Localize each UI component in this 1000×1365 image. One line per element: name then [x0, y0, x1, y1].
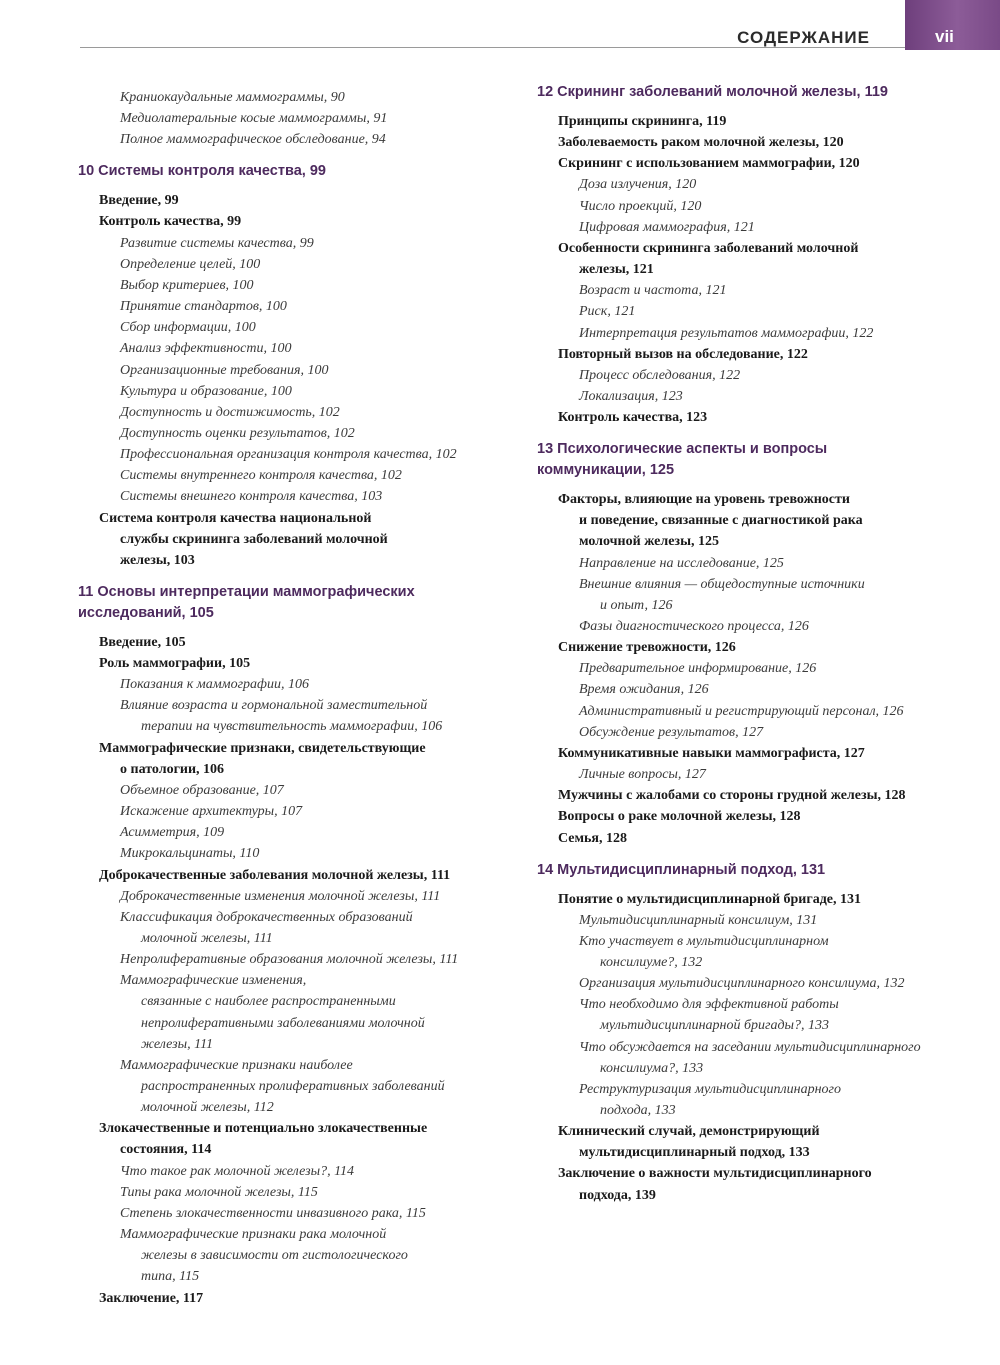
toc-subsection-entry: Маммографические признаки рака молочной [120, 1227, 387, 1243]
toc-section-entry: Принципы скрининга, 119 [558, 114, 727, 129]
toc-chapter-heading: 11 Основы интерпретации маммографических [78, 583, 415, 600]
toc-section-entry: Введение, 105 [99, 634, 186, 650]
toc-section-entry-cont: службы скрининга заболеваний молочной [120, 531, 388, 547]
toc-subsection-entry: Развитие системы качества, 99 [120, 235, 314, 251]
toc-chapter-heading: 10 Системы контроля качества, 99 [78, 163, 326, 180]
toc-subsection-entry-cont: терапии на чувствительность маммографии, 106 [141, 719, 443, 735]
toc-subsection-entry: Кто участвует в мультидисциплинарном [579, 933, 829, 949]
toc-subsection-entry: Объемное образование, 107 [120, 782, 284, 798]
toc-section-entry-cont: молочной железы, 125 [579, 534, 719, 550]
toc-subsection-entry: Что обсуждается на заседании мультидисциплинарного [579, 1039, 921, 1055]
toc-subsection-entry: Маммографические изменения, [120, 973, 307, 989]
toc-subsection-entry: Определение целей, 100 [120, 256, 261, 272]
toc-subsection-entry: Сбор информации, 100 [120, 320, 256, 336]
toc-subsection-entry-cont: связанные с наиболее распространенными [141, 994, 396, 1010]
toc-subsection-entry: Искажение архитектуры, 107 [120, 804, 303, 820]
toc-subsection-entry: Локализация, 123 [579, 388, 683, 404]
toc-subsection-entry: Профессиональная организация контроля качества, 102 [120, 447, 457, 463]
toc-subsection-entry-cont: молочной железы, 111 [141, 930, 273, 946]
toc-subsection-entry-cont: консилиума?, 133 [600, 1060, 704, 1076]
toc-section-entry: Понятие о мультидисциплинарной бригаде, 131 [558, 891, 862, 907]
toc-subsection-entry: Полное маммографическое обследование, 94 [120, 132, 386, 148]
toc-section-entry: Скрининг с использованием маммографии, 120 [558, 156, 860, 172]
toc-section-entry: Контроль качества, 99 [99, 214, 242, 230]
toc-subsection-entry: Время ожидания, 126 [579, 682, 709, 698]
toc-subsection-entry: Краниокаудальные маммограммы, 90 [120, 90, 345, 105]
toc-subsection-entry-cont: железы в зависимости от гистологического [141, 1248, 408, 1264]
toc-section-entry: Заболеваемость раком молочной железы, 120 [558, 135, 844, 151]
toc-section-entry: Вопросы о раке молочной железы, 128 [558, 809, 801, 825]
toc-section-entry: Семья, 128 [558, 830, 628, 846]
toc-subsection-entry: Микрокальцинаты, 110 [120, 846, 260, 862]
toc-section-entry-cont: состояния, 114 [120, 1142, 212, 1158]
toc-section-entry-cont: железы, 121 [579, 262, 654, 278]
toc-subsection-entry: Направление на исследование, 125 [579, 555, 784, 571]
toc-subsection-entry: Реструктуризация мультидисциплинарного [579, 1081, 841, 1097]
toc-subsection-entry: Доза излучения, 120 [579, 177, 697, 193]
toc-subsection-entry: Доступность оценки результатов, 102 [120, 425, 355, 441]
toc-section-entry-cont: о патологии, 106 [120, 761, 225, 777]
toc-subsection-entry: Системы внешнего контроля качества, 103 [120, 489, 383, 505]
toc-subsection-entry: Типы рака молочной железы, 115 [120, 1184, 318, 1200]
toc-section-entry: Роль маммографии, 105 [99, 656, 251, 671]
toc-subsection-entry-cont: консилиуме?, 132 [600, 954, 703, 970]
toc-subsection-entry: Принятие стандартов, 100 [120, 299, 287, 315]
toc-chapter-heading: 13 Психологические аспекты и вопросы [537, 441, 828, 458]
toc-subsection-entry: Непролиферативные образования молочной железы, 111 [120, 952, 459, 968]
running-header-title: СОДЕРЖАНИЕ [737, 28, 870, 47]
toc-subsection-entry-cont: распространенных пролиферативных заболеваний [141, 1079, 445, 1094]
toc-section-entry: Клинический случай, демонстрирующий [558, 1124, 820, 1140]
toc-subsection-entry: Культура и образование, 100 [120, 383, 292, 399]
toc-subsection-entry: Системы внутреннего контроля качества, 102 [120, 468, 402, 484]
toc-subsection-entry-cont: и опыт, 126 [600, 597, 673, 613]
toc-subsection-entry: Выбор критериев, 100 [120, 277, 254, 293]
toc-section-entry: Заключение, 117 [99, 1290, 204, 1306]
toc-section-entry: Мужчины с жалобами со стороны грудной железы, 128 [558, 788, 906, 804]
toc-subsection-entry: Фазы диагностического процесса, 126 [579, 619, 809, 634]
toc-chapter-heading: 14 Мультидисциплинарный подход, 131 [537, 861, 826, 878]
toc-subsection-entry: Интерпретация результатов маммографии, 122 [579, 325, 874, 341]
toc-subsection-entry: Доброкачественные изменения молочной железы, 111 [120, 888, 441, 904]
toc-section-entry: Система контроля качества национальной [99, 510, 372, 526]
toc-subsection-entry-cont: мультидисциплинарной бригады?, 133 [600, 1018, 830, 1034]
toc-section-entry: Снижение тревожности, 126 [558, 640, 736, 656]
toc-subsection-entry: Предварительное информирование, 126 [579, 661, 817, 677]
toc-subsection-entry: Цифровая маммография, 121 [579, 219, 755, 235]
toc-subsection-entry: Доступность и достижимость, 102 [120, 404, 340, 420]
toc-subsection-entry: Анализ эффективности, 100 [120, 341, 292, 357]
toc-subsection-entry: Обсуждение результатов, 127 [579, 724, 764, 740]
toc-subsection-entry: Маммографические признаки наиболее [120, 1057, 353, 1073]
toc-subsection-entry: Классификация доброкачественных образований [120, 909, 413, 925]
toc-subsection-entry-cont: подхода, 133 [600, 1103, 676, 1118]
toc-subsection-entry: Административный и регистрирующий персонал, 126 [579, 703, 904, 719]
toc-subsection-entry: Мультидисциплинарный консилиум, 131 [579, 912, 818, 928]
toc-section-entry: Доброкачественные заболевания молочной железы, 111 [99, 867, 451, 883]
toc-subsection-entry-cont: молочной железы, 112 [141, 1100, 274, 1116]
toc-section-entry: Заключение о важности мультидисциплинарного [558, 1166, 872, 1182]
toc-section-entry: Маммографические признаки, свидетельствующие [99, 740, 426, 756]
page-number-tab [905, 0, 1000, 50]
toc-section-entry: Факторы, влияющие на уровень тревожности [558, 492, 850, 508]
toc-section-entry-cont: и поведение, связанные с диагностикой рака [579, 513, 863, 529]
toc-section-entry: Контроль качества, 123 [558, 410, 708, 426]
toc-section-entry: Коммуникативные навыки маммографиста, 127 [558, 745, 865, 761]
toc-subsection-entry-cont: железы, 111 [141, 1036, 214, 1052]
toc-subsection-entry: Организационные требования, 100 [120, 362, 329, 378]
toc-subsection-entry: Число проекций, 120 [579, 198, 702, 214]
toc-section-entry-cont: железы, 103 [120, 552, 195, 568]
toc-subsection-entry: Что такое рак молочной железы?, 114 [120, 1163, 355, 1179]
toc-chapter-heading-cont: исследований, 105 [78, 604, 214, 621]
toc-subsection-entry-cont: непролиферативными заболеваниями молочной [141, 1015, 425, 1031]
page-number: vii [935, 27, 954, 46]
toc-section-entry-cont: подхода, 139 [579, 1187, 656, 1203]
toc-subsection-entry: Процесс обследования, 122 [579, 367, 741, 383]
toc-subsection-entry: Организация мультидисциплинарного консилиума, 132 [579, 976, 905, 992]
toc-subsection-entry: Риск, 121 [579, 304, 636, 320]
toc-subsection-entry: Возраст и частота, 121 [579, 283, 727, 299]
toc-section-entry: Особенности скрининга заболеваний молочной [558, 240, 859, 256]
toc-subsection-entry: Асимметрия, 109 [120, 825, 225, 841]
toc-subsection-entry: Влияние возраста и гормональной заместительной [120, 698, 428, 714]
toc-subsection-entry: Что необходимо для эффективной работы [579, 997, 839, 1013]
toc-chapter-heading: 12 Скрининг заболеваний молочной железы, 119 [537, 84, 888, 100]
toc-section-entry: Введение, 99 [99, 193, 179, 209]
toc-subsection-entry-cont: типа, 115 [141, 1269, 200, 1285]
toc-section-entry: Повторный вызов на обследование, 122 [558, 346, 808, 362]
toc-subsection-entry: Внешние влияния — общедоступные источники [579, 576, 865, 592]
toc-chapter-heading-cont: коммуникации, 125 [537, 462, 675, 479]
toc-subsection-entry: Медиолатеральные косые маммограммы, 91 [120, 111, 388, 127]
toc-subsection-entry: Степень злокачественности инвазивного рака, 115 [120, 1205, 426, 1221]
toc-section-entry-cont: мультидисциплинарный подход, 133 [579, 1145, 810, 1161]
toc-subsection-entry: Показания к маммографии, 106 [120, 677, 309, 693]
toc-section-entry: Злокачественные и потенциально злокачественные [99, 1121, 428, 1137]
toc-subsection-entry: Личные вопросы, 127 [579, 767, 706, 783]
